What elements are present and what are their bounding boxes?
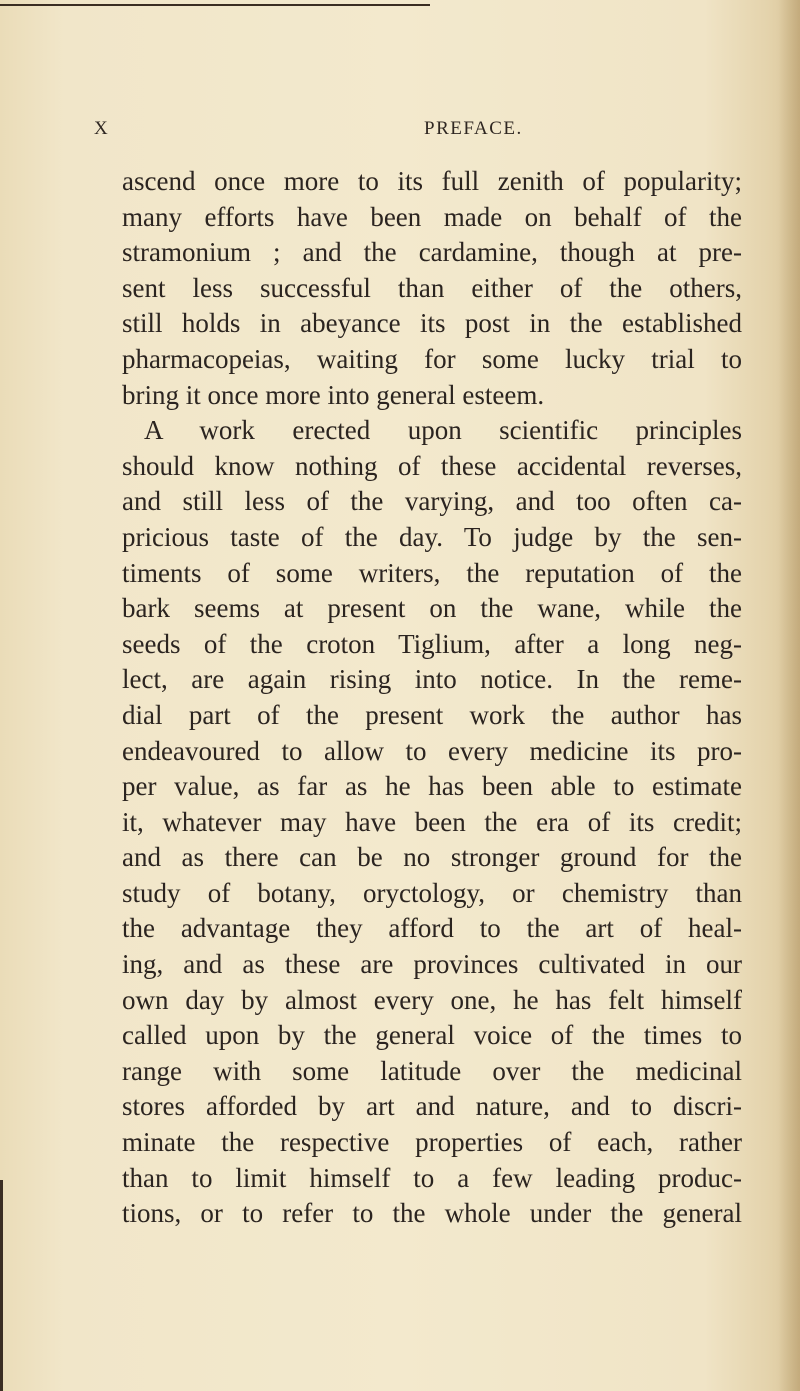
text-line: seeds of the croton Tiglium, after a long neg-: [122, 628, 742, 659]
text-line: study of botany, oryctology, or chemistry than: [122, 877, 742, 908]
text-line: ing, and as these are provinces cultivated in our: [122, 949, 742, 980]
top-edge-rule: [0, 4, 430, 6]
text-line: pricious taste of the day. To judge by the sen-: [122, 521, 742, 552]
text-line: many efforts have been made on behalf of the: [122, 201, 742, 232]
text-line: endeavoured to allow to every medicine its pro-: [122, 735, 742, 766]
text-line: called upon by the general voice of the times to: [122, 1020, 742, 1051]
text-line: timents of some writers, the reputation of the: [122, 557, 742, 588]
body-text: [122, 164, 742, 1232]
left-page-edge: [0, 1180, 3, 1391]
paragraph-end-line: bring it once more into general esteem.: [122, 379, 545, 410]
text-line: than to limit himself to a few leading produc-: [122, 1162, 742, 1193]
text-line: range with some latitude over the medicinal: [122, 1055, 742, 1086]
text-line: sent less successful than either of the others,: [122, 272, 742, 303]
text-line: ascend once more to its full zenith of popularity;: [122, 166, 742, 196]
paragraph-start-line: A work erected upon scientific principles: [144, 415, 742, 446]
text-line: stores afforded by art and nature, and to discri-: [122, 1091, 742, 1122]
text-line: per value, as far as he has been able to estimate: [122, 771, 742, 802]
text-line: the advantage they afford to the art of heal-: [122, 913, 742, 944]
page-number: X: [94, 118, 109, 139]
text-line: lect, are again rising into notice. In the reme-: [122, 664, 742, 695]
text-line: tions, or to refer to the whole under the general: [122, 1198, 742, 1229]
text-line: dial part of the present work the author has: [122, 699, 742, 730]
running-head: PREFACE.: [424, 118, 523, 139]
text-line: own day by almost every one, he has felt himself: [122, 984, 742, 1015]
text-line: and still less of the varying, and too often ca-: [122, 486, 742, 517]
text-line: still holds in abeyance its post in the established: [122, 308, 742, 339]
text-line: it, whatever may have been the era of its credit;: [122, 806, 742, 837]
page-header: [94, 118, 734, 144]
text-line: pharmacopeias, waiting for some lucky trial to: [122, 343, 742, 374]
text-line: stramonium ; and the cardamine, though at pre-: [122, 237, 742, 268]
right-page-shadow: [778, 0, 800, 1391]
text-line: should know nothing of these accidental reverses,: [122, 450, 742, 481]
text-line: bark seems at present on the wane, while the: [122, 593, 742, 624]
text-line: and as there can be no stronger ground for the: [122, 842, 742, 873]
text-line: minate the respective properties of each, rather: [122, 1127, 742, 1158]
